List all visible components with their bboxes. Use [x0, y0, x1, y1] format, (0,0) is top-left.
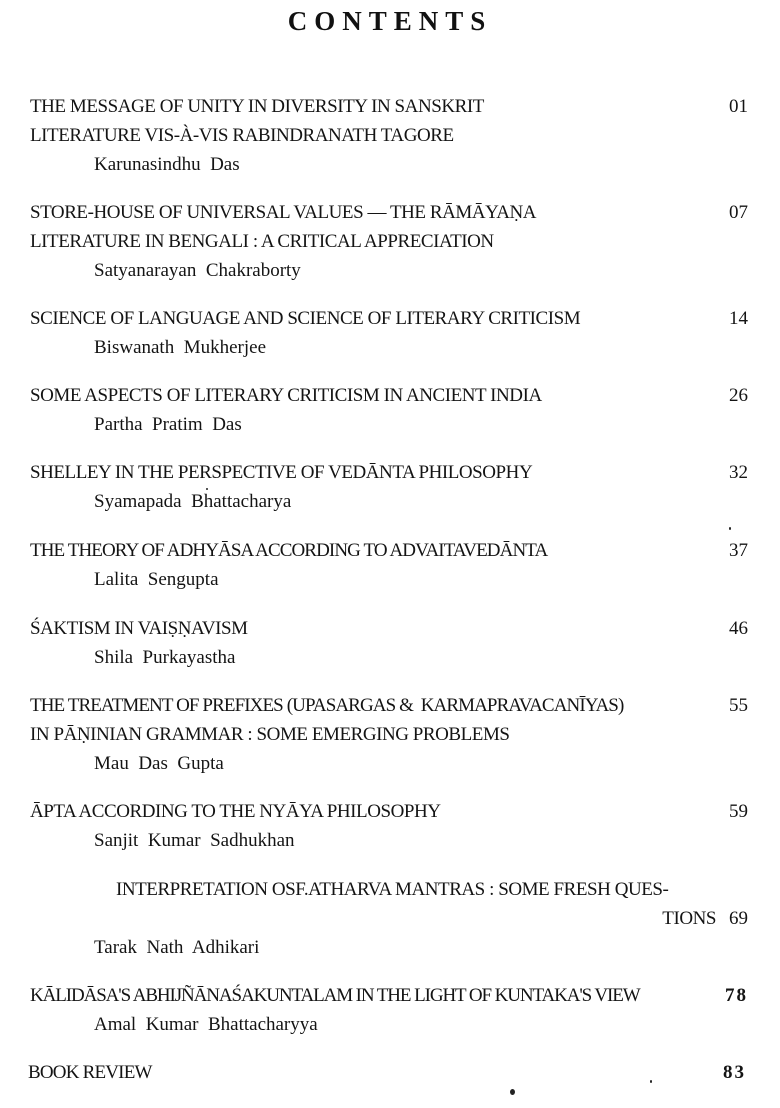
entry-author: Biswanath Mukherjee [94, 337, 267, 358]
entry-title-line: LITERATURE IN BENGALI : A CRITICAL APPRECIATION [30, 231, 494, 252]
entry-title-line: LITERATURE VIS-À-VIS RABINDRANATH TAGORE [30, 125, 454, 146]
toc-entry[interactable] [30, 691, 748, 778]
toc-entry[interactable] [30, 304, 748, 362]
entry-title-line: THE THEORY OF ADHYĀSA ACCORDING TO ADVAITAVEDĀNTA [30, 540, 548, 561]
entry-title-line: KĀLIDĀSA'S ABHIJÑĀNAŚAKUNTALAM IN THE LIGHT OF KUNTAKA'S VIEW [30, 985, 640, 1006]
entry-title-line: STORE-HOUSE OF UNIVERSAL VALUES — THE RĀMĀYAṆA [30, 202, 537, 223]
scan-speck [729, 527, 731, 530]
toc-entry[interactable] [30, 458, 748, 516]
toc-entry[interactable] [30, 92, 748, 179]
toc-entry[interactable] [30, 614, 748, 672]
entry-title-line: SOME ASPECTS OF LITERARY CRITICISM IN ANCIENT INDIA [30, 385, 542, 406]
entry-title-line: THE MESSAGE OF UNITY IN DIVERSITY IN SANSKRIT [30, 96, 484, 117]
entry-title-line: INTERPRETATION OSF.ATHARVA MANTRAS : SOME FRESH QUES- [116, 879, 669, 900]
entry-author: Lalita Sengupta [94, 569, 219, 590]
entry-author: Partha Pratim Das [94, 414, 242, 435]
entry-page-number: 59 [729, 801, 748, 822]
toc-entry[interactable] [30, 198, 748, 285]
toc-entry[interactable] [30, 381, 748, 439]
entry-title-line: SCIENCE OF LANGUAGE AND SCIENCE OF LITERARY CRITICISM [30, 308, 581, 329]
page-title: CONTENTS [287, 6, 493, 36]
entry-author: Karunasindhu Das [94, 154, 240, 175]
entry-title-line-continued [30, 904, 748, 933]
entry-page-number: 55 [729, 695, 748, 716]
entry-author: Syamapada Bhattacharya [94, 491, 292, 512]
book-review-entry[interactable] [28, 1058, 746, 1087]
entry-author: Tarak Nath Adhikari [94, 937, 260, 958]
entry-title-line: SHELLEY IN THE PERSPECTIVE OF VEDĀNTA PHILOSOPHY [30, 462, 533, 483]
entry-author: Shila Purkayastha [94, 647, 236, 668]
toc-entry[interactable] [30, 797, 748, 855]
entry-author: Satyanarayan Chakraborty [94, 260, 301, 281]
entry-title-line: THE TREATMENT OF PREFIXES (UPASARGAS & KARMAPRAVACANĪYAS) [30, 695, 624, 716]
entry-author: Sanjit Kumar Sadhukhan [94, 830, 295, 851]
entry-page-number: 14 [729, 308, 748, 329]
scan-speck [206, 488, 208, 490]
entry-title-line: TIONS [662, 908, 716, 929]
scan-speck [510, 1089, 515, 1095]
entry-author: Mau Das Gupta [94, 753, 224, 774]
entry-page-number: 26 [729, 385, 748, 406]
entry-page-number: 07 [729, 202, 748, 223]
entry-author: Amal Kumar Bhattacharyya [94, 1014, 318, 1035]
entry-title-line: IN PĀṆINIAN GRAMMAR : SOME EMERGING PROBLEMS [30, 724, 510, 745]
scan-speck [650, 1080, 652, 1083]
entry-page-number: 46 [729, 618, 748, 639]
entry-page-number: 01 [729, 96, 748, 117]
book-review-label: BOOK REVIEW [28, 1062, 152, 1083]
entry-page-number: 69 [729, 908, 748, 929]
entry-title-line: ŚAKTISM IN VAIṢṆAVISM [30, 618, 248, 639]
entry-page-number: 32 [729, 462, 748, 483]
toc-entry[interactable] [30, 536, 748, 594]
entry-page-number: 37 [729, 540, 748, 561]
book-review-page-number: 83 [723, 1062, 746, 1083]
toc-entry[interactable] [30, 981, 748, 1039]
entry-page-number: 78 [725, 985, 748, 1006]
toc-entry[interactable] [30, 875, 748, 962]
entry-title-line: ĀPTA ACCORDING TO THE NYĀYA PHILOSOPHY [30, 801, 441, 822]
